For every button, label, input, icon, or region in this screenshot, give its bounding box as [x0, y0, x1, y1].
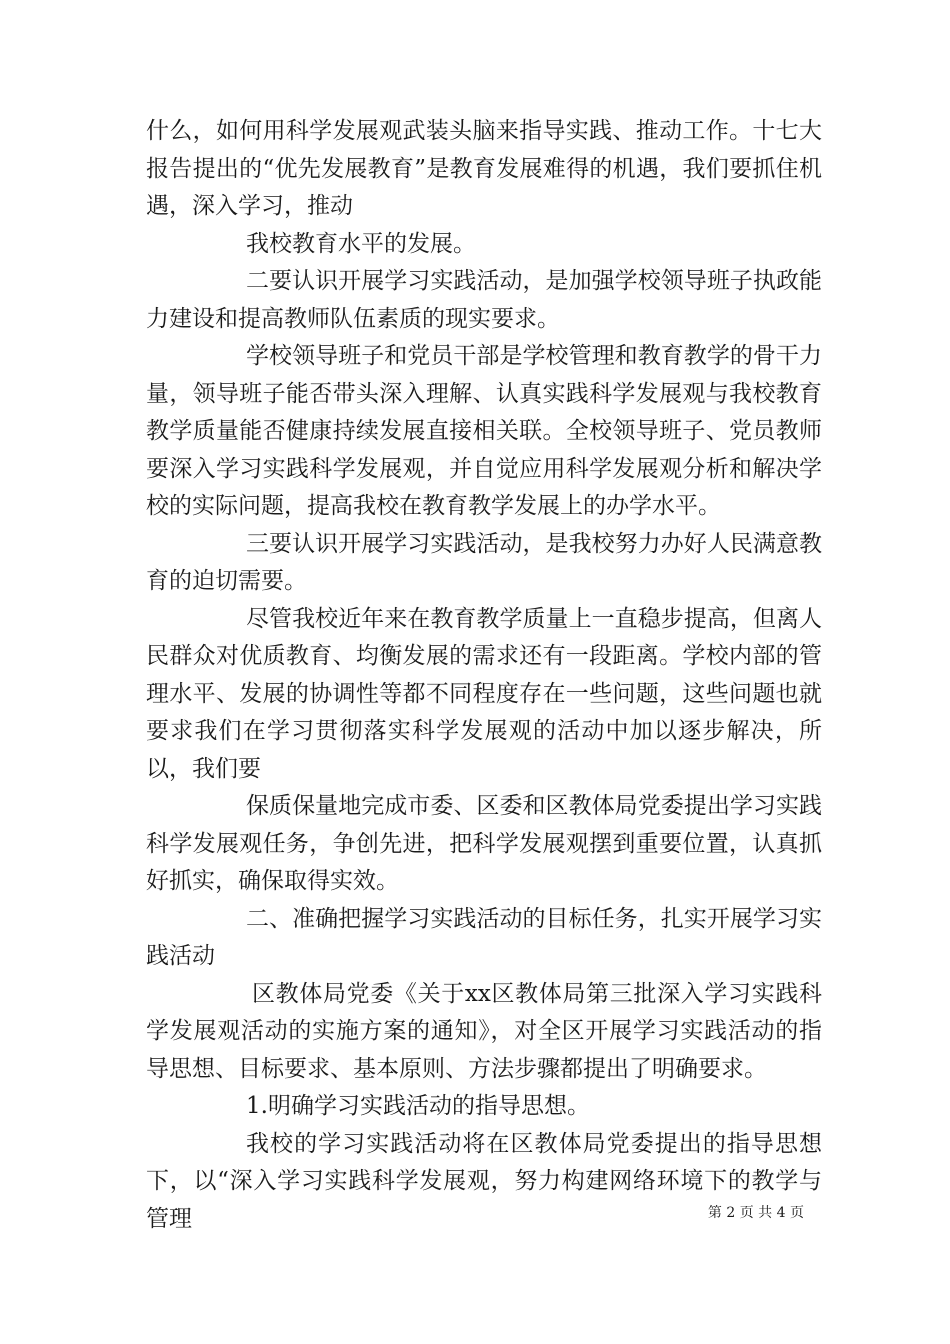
- page-number: 第 2 页 共 4 页: [707, 1205, 804, 1221]
- paragraph-7: 保质保量地完成市委、区委和区教体局党委提出学习实践科学发展观任务，争创先进，把科学发展观摆到重要位置，认真抓好抓实，确保取得实效。: [146, 793, 822, 894]
- paragraph-5: 三要认识开展学习实践活动，是我校努力办好人民满意教育的迫切需要。: [146, 530, 822, 594]
- paragraph-6: 尽管我校近年来在教育教学质量上一直稳步提高，但离人民群众对优质教育、均衡发展的需求还有一段距离。学校内部的管理水平、发展的协调性等都不同程度存在一些问题，这些问题也就要求我们在学习贯彻落实科学发展观的活动中加以逐步解决，所以，我们要: [146, 605, 822, 782]
- paragraph-3: 二要认识开展学习实践活动，是加强学校领导班子执政能力建设和提高教师队伍素质的现实要求。: [146, 268, 822, 332]
- document-body: [146, 113, 822, 1238]
- paragraph-4: 学校领导班子和党员干部是学校管理和教育教学的骨干力量，领导班子能否带头深入理解、认真实践科学发展观与我校教育教学质量能否健康持续发展直接相关联。全校领导班子、党员教师要深入学习实践科学发展观，并自觉应用科学发展观分析和解决学校的实际问题，提高我校在教育教学发展上的办学水平。: [146, 343, 822, 519]
- section-heading-2: 二、准确把握学习实践活动的目标任务，扎实开展学习实践活动: [146, 905, 822, 969]
- paragraph-9: 我校的学习实践活动将在区教体局党委提出的指导思想下，以“深入学习实践科学发展观，努力构建网络环境下的教学与管理: [146, 1130, 822, 1232]
- paragraph-2: 我校教育水平的发展。: [246, 230, 476, 257]
- paragraph-1: 什么，如何用科学发展观武装头脑来指导实践、推动工作。十七大报告提出的“优先发展教育”是教育发展难得的机遇，我们要抓住机遇，深入学习，推动: [146, 118, 822, 219]
- subheading-1: 1.明确学习实践活动的指导思想。: [246, 1093, 590, 1119]
- paragraph-8: 区教体局党委《关于xx区教体局第三批深入学习实践科学发展观活动的实施方案的通知》，对全区开展学习实践活动的指导思想、目标要求、基本原则、方法步骤都提出了明确要求。: [146, 980, 822, 1082]
